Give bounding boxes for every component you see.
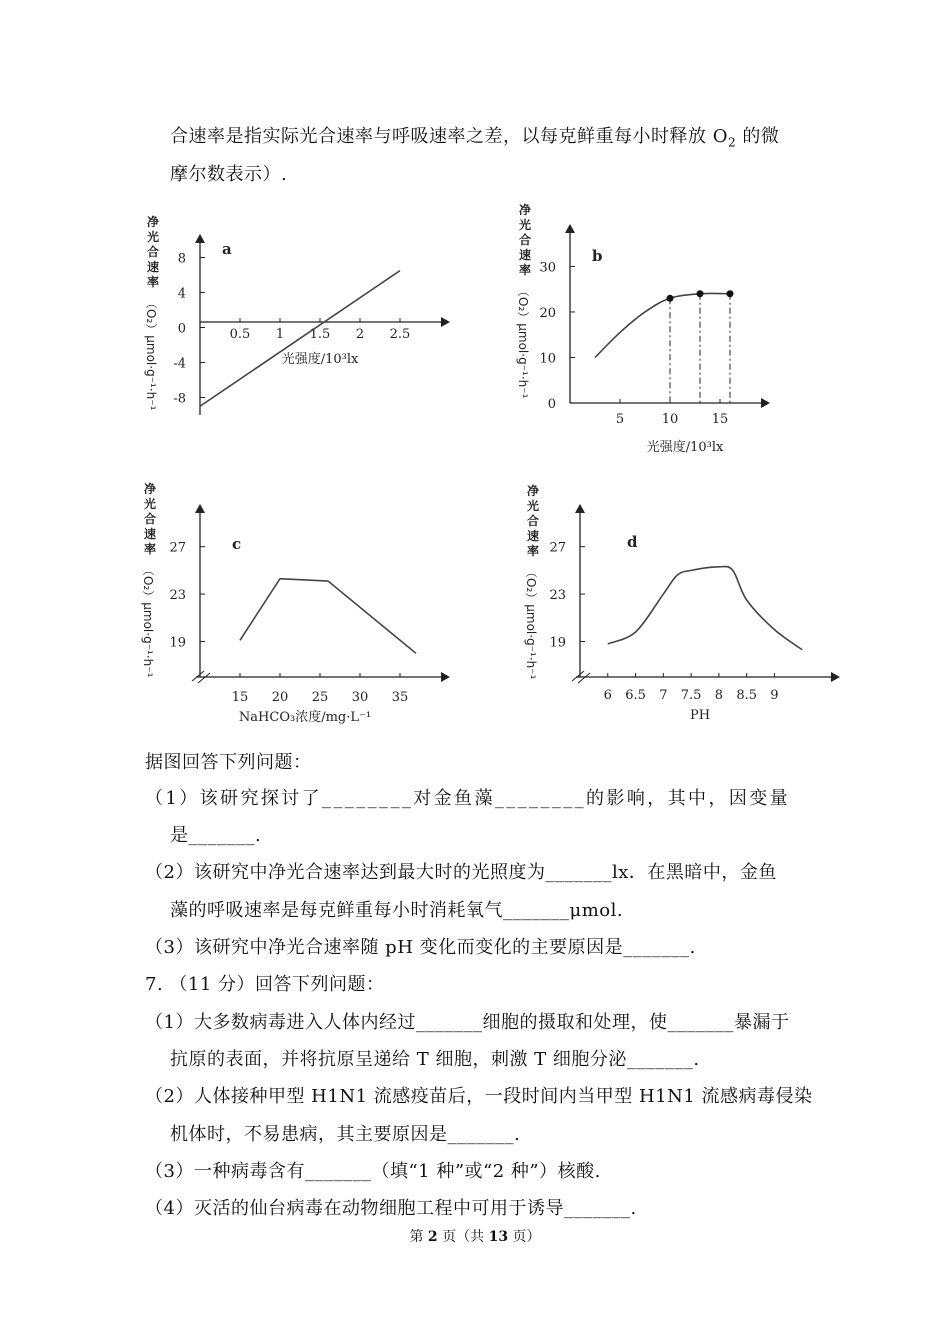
y-tick-label: 0 [547,397,556,412]
footer-total-pages: 13 [488,1229,509,1245]
ylabel-unit: （O₂）μmol·g⁻¹·h⁻¹ [141,564,155,678]
panel-label: b [592,247,603,265]
q6-2-line-a: （2）该研究中净光合速率达到最大时的光照度为_______lx．在黑暗中，金鱼 [145,862,777,883]
ylabel-char: 光 [143,497,156,511]
x-axis-arrow [831,672,840,682]
x-tick-label: 1 [275,327,285,342]
x-tick-label: 6 [603,688,612,703]
x-axis-title: 光强度/10³lx [281,352,359,367]
intro-line-2: 摩尔数表示）. [170,164,288,185]
x-tick-label: 7 [659,688,668,703]
ylabel-char: 净 [146,215,159,229]
intro-line-1-text: 合速率是指实际光合速率与呼吸速率之差，以每克鲜重每小时释放 O [170,126,728,147]
footer-suffix: 页） [508,1229,541,1245]
x-tick-label: 6.5 [625,688,646,703]
x-axis-title: 光强度/10³lx [646,440,724,455]
chart-a-ylabel [144,215,160,411]
ylabel-char: 净 [526,484,539,498]
x-tick-label: 0.5 [229,327,251,342]
footer-page-number: 2 [427,1229,438,1245]
q6-2-line-b: 藻的呼吸速率是每克鲜重每小时消耗氧气_______μmol. [170,900,624,921]
y-tick-label: 23 [549,588,566,604]
ylabel-char: 合 [146,245,159,259]
x-tick-label: 7.5 [680,688,702,703]
x-tick-label: 10 [661,412,679,427]
x-tick-label: 20 [271,690,289,705]
ylabel-char: 率 [143,542,156,556]
axis-break-gap [568,675,571,679]
x-tick-label: 8.5 [736,688,758,703]
y-tick-label: 30 [539,260,556,276]
ylabel-char: 光 [526,499,539,513]
data-point [667,295,674,302]
x-tick-label: 15 [711,412,729,427]
x-tick-label: 2.5 [389,327,411,342]
x-axis-arrow [441,317,450,327]
y-tick-label: -8 [173,391,186,407]
chart-d [545,505,845,730]
ylabel-unit: （O₂）μmol·g⁻¹·h⁻¹ [516,285,530,399]
x-tick-label: 15 [231,690,249,705]
q6-3: （3）该研究中净光合速率随 pH 变化而变化的主要原因是_______. [145,937,696,958]
ylabel-char: 速 [146,260,159,274]
intro-line-1-tail: 的微 [736,126,780,147]
series-line [240,579,416,654]
y-tick-label: 27 [549,540,566,556]
x-axis-arrow [441,672,450,682]
ylabel-unit: （O₂）μmol·g⁻¹·h⁻¹ [524,566,538,680]
q7-2-line-a: （2）人体接种甲型 H1N1 流感疫苗后，一段时间内当甲型 H1N1 流感病毒侵染 [145,1086,813,1107]
q7-3: （3）一种病毒含有_______（填“1 种”或“2 种”）核酸. [145,1161,601,1182]
q6-1-line-b: 是_______. [170,825,262,846]
data-point [697,290,704,297]
intro-line-1 [170,122,779,150]
ylabel-char: 光 [146,230,159,244]
chart-d-ylabel [524,484,540,680]
footer-middle: 页（共 [437,1229,489,1245]
ylabel-char: 合 [526,514,539,528]
intro-o2-subscript: 2 [727,135,737,150]
panel-label: d [627,533,638,551]
x-tick-label: 35 [391,690,409,705]
y-tick-label: 23 [169,588,186,604]
x-tick-label: 25 [311,690,329,705]
ylabel-char: 速 [143,527,156,541]
ylabel-unit: （O₂）μmol·g⁻¹·h⁻¹ [144,297,158,411]
y-tick-label: 19 [169,635,186,651]
ylabel-char: 率 [518,263,531,277]
ylabel-char: 净 [143,482,156,496]
chart-c-ylabel [141,482,157,678]
ylabel-char: 净 [518,203,531,217]
y-axis-arrow [195,504,205,513]
y-tick-label: 0 [177,321,186,337]
q6-1-line-a: （1）该研究探讨了________对金鱼藻________的影响，其中，因变量 [145,788,791,809]
y-axis-arrow [575,504,585,513]
y-tick-label: 4 [177,286,186,302]
q7-2-line-b: 机体时，不易患病，其主要原因是_______. [170,1124,521,1145]
ylabel-char: 合 [143,512,156,526]
x-tick-label: 9 [770,688,779,703]
q7-1-line-a: （1）大多数病毒进入人体内经过_______细胞的摄取和处理，使_______暴漏于 [145,1012,790,1033]
x-tick-label: 30 [351,690,369,705]
x-tick-label: 5 [615,412,625,427]
y-axis-arrow [565,224,575,233]
data-point [727,290,734,297]
chart-a [160,230,460,420]
x-axis-title: PH [689,708,711,723]
x-axis-title: NaHCO₃浓度/mg·L⁻¹ [238,710,372,725]
series-line [608,566,802,649]
q7-1-line-b: 抗原的表面，并将抗原呈递给 T 细胞，刺激 T 细胞分泌_______. [170,1049,700,1070]
panel-label: c [232,535,242,553]
axis-break-gap [188,675,191,679]
ylabel-char: 光 [518,218,531,232]
y-tick-label: 20 [539,305,556,321]
ylabel-char: 率 [146,275,159,289]
x-tick-label: 1.5 [309,327,331,342]
ylabel-char: 合 [518,233,531,247]
x-tick-label: 8 [714,688,724,703]
chart-c [160,505,460,730]
ylabel-char: 速 [518,248,531,262]
footer-prefix: 第 [409,1229,428,1245]
q7-title: 7. （11 分）回答下列问题： [145,974,385,995]
y-tick-label: -4 [173,356,186,372]
y-axis-arrow [195,234,205,243]
y-tick-label: 19 [549,635,566,651]
x-tick-label: 2 [355,327,365,342]
y-tick-label: 27 [169,540,186,556]
ylabel-char: 速 [526,529,539,543]
q6-intro: 据图回答下列问题： [145,752,312,773]
x-axis-arrow [761,398,770,408]
y-tick-label: 8 [177,251,186,267]
chart-b [530,225,770,460]
series-line [595,293,730,357]
page-footer [0,1226,950,1246]
q7-4: （4）灭活的仙台病毒在动物细胞工程中可用于诱导_______. [145,1198,637,1219]
ylabel-char: 率 [526,544,539,558]
y-tick-label: 10 [539,351,556,367]
panel-label: a [222,240,232,258]
